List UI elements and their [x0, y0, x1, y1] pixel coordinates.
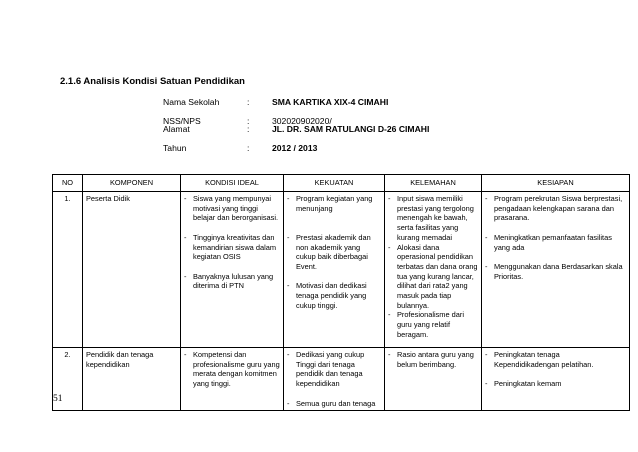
- header-kondisi-ideal: KONDISI IDEAL: [181, 175, 284, 192]
- bullet: -: [184, 271, 187, 281]
- bullet: -: [388, 310, 391, 320]
- item-text: Motivasi dan dedikasi tenaga pendidik yang cukup tinggi.: [296, 281, 367, 310]
- list-item: [184, 350, 280, 389]
- analysis-table: [52, 174, 630, 411]
- row-kelemahan: [385, 192, 482, 348]
- item-text: Peningkatan tenaga Kependidikadengan pelatihan.: [494, 350, 594, 369]
- item-text: Input siswa memiliki prestasi yang tergolong menengah ke bawah, serta fasilitas yang kurang memadai: [397, 194, 474, 242]
- list-item: [388, 310, 478, 339]
- row-no: 1.: [53, 192, 83, 348]
- row-komponen: Peserta Didik: [83, 192, 181, 348]
- row-no: 2.: [53, 348, 83, 411]
- list-item: [485, 233, 626, 252]
- bullet: -: [287, 350, 290, 359]
- school-info-colon: :: [247, 97, 250, 107]
- list-item: [287, 233, 381, 272]
- school-info-value: 2012 / 2013: [272, 143, 318, 153]
- list-item: [485, 350, 626, 369]
- bullet: -: [485, 232, 488, 242]
- list-item: [287, 399, 381, 409]
- school-info-label: Nama Sekolah: [163, 97, 220, 107]
- school-info-colon: :: [247, 116, 250, 126]
- item-text: Semua guru dan tenaga: [296, 398, 376, 408]
- row-kekuatan: [284, 192, 385, 348]
- row-kelemahan: [385, 348, 482, 411]
- list-item: [485, 194, 626, 223]
- item-text: Profesionalisme dari guru yang relatif beragam.: [397, 310, 464, 339]
- item-text: Tingginya kreativitas dan kemandirian siswa dalam kegiatan OSIS: [193, 232, 276, 262]
- row-kesiapan: [482, 192, 630, 348]
- row-kekuatan: [284, 348, 385, 411]
- list-item: [287, 350, 381, 389]
- page-number: 51: [53, 394, 63, 404]
- header-kekuatan: KEKUATAN: [284, 175, 385, 192]
- list-item: [287, 281, 381, 310]
- bullet: -: [485, 350, 488, 359]
- row-kondisi-ideal: [181, 348, 284, 411]
- header-komponen: KOMPONEN: [83, 175, 181, 192]
- bullet: -: [287, 194, 290, 203]
- item-text: Rasio antara guru yang belum berimbang.: [397, 350, 474, 369]
- table-row: [53, 348, 630, 411]
- list-item: [388, 243, 478, 311]
- list-item: [184, 272, 280, 291]
- item-text: Meningkatkan pemanfaatan fasilitas yang ada: [494, 232, 612, 252]
- bullet: -: [485, 261, 488, 271]
- school-info-label: Alamat: [163, 124, 190, 134]
- item-text: Menggunakan dana Berdasarkan skala Prioritas.: [494, 261, 623, 281]
- list-item: [388, 194, 478, 243]
- bullet: -: [287, 281, 290, 291]
- bullet: -: [485, 194, 488, 203]
- bullet: -: [287, 398, 290, 408]
- item-text: Dedikasi yang cukup Tinggi dari tenaga pendidik dan tenaga kependidikan: [296, 350, 365, 389]
- row-kondisi-ideal: [181, 192, 284, 348]
- bullet: -: [184, 232, 187, 242]
- item-text: Alokasi dana operasional pendidikan terbatas dan dana orang tua yang kurang lancar, dilihat dari rata2 yang masuk pada tiap bulannya.: [397, 242, 478, 310]
- item-text: Kompetensi dan profesionalisme guru yang merata dengan komitmen yang tinggi.: [193, 350, 280, 389]
- table-header-row: [53, 175, 630, 192]
- bullet: -: [287, 232, 290, 242]
- school-info-value: SMA KARTIKA XIX-4 CIMAHI: [272, 97, 389, 107]
- school-info-label: Tahun: [163, 143, 187, 153]
- header-kelemahan: KELEMAHAN: [385, 175, 482, 192]
- bullet: -: [388, 242, 391, 252]
- school-info-colon: :: [247, 143, 250, 153]
- table-row: [53, 192, 630, 348]
- list-item: [184, 233, 280, 262]
- list-item: [287, 194, 381, 213]
- section-heading: 2.1.6 Analisis Kondisi Satuan Pendidikan: [60, 76, 245, 87]
- item-text: Prestasi akademik dan non akademik yang cukup baik diberbagai Event.: [296, 232, 371, 271]
- list-item: [184, 194, 280, 223]
- list-item: [485, 379, 626, 389]
- row-kesiapan: [482, 348, 630, 411]
- bullet: -: [485, 379, 488, 389]
- school-info-value: 302020902020/: [272, 116, 332, 126]
- school-info-colon: :: [247, 124, 250, 134]
- item-text: Banyaknya lulusan yang diterima di PTN: [193, 271, 274, 291]
- item-text: Peningkatan kemam: [494, 379, 562, 389]
- bullet: -: [388, 350, 391, 359]
- list-item: [388, 350, 478, 369]
- bullet: -: [388, 194, 391, 203]
- item-text: Siswa yang mempunyai motivasi yang tinggi belajar dan berorganisasi.: [193, 194, 279, 223]
- item-text: Program kegiatan yang menunjang: [296, 194, 373, 213]
- bullet: -: [184, 194, 187, 203]
- item-text: Program perekrutan Siswa berprestasi, pengadaan kelengkapan sarana dan prasarana.: [494, 194, 623, 223]
- header-no: NO: [53, 175, 83, 192]
- school-info-value: JL. DR. SAM RATULANGI D-26 CIMAHI: [272, 124, 430, 134]
- header-kesiapan: KESIAPAN: [482, 175, 630, 192]
- list-item: [485, 262, 626, 281]
- school-info-label: NSS/NPS: [163, 116, 201, 126]
- row-komponen: Pendidik dan tenaga kependidikan: [83, 348, 181, 411]
- bullet: -: [184, 350, 187, 359]
